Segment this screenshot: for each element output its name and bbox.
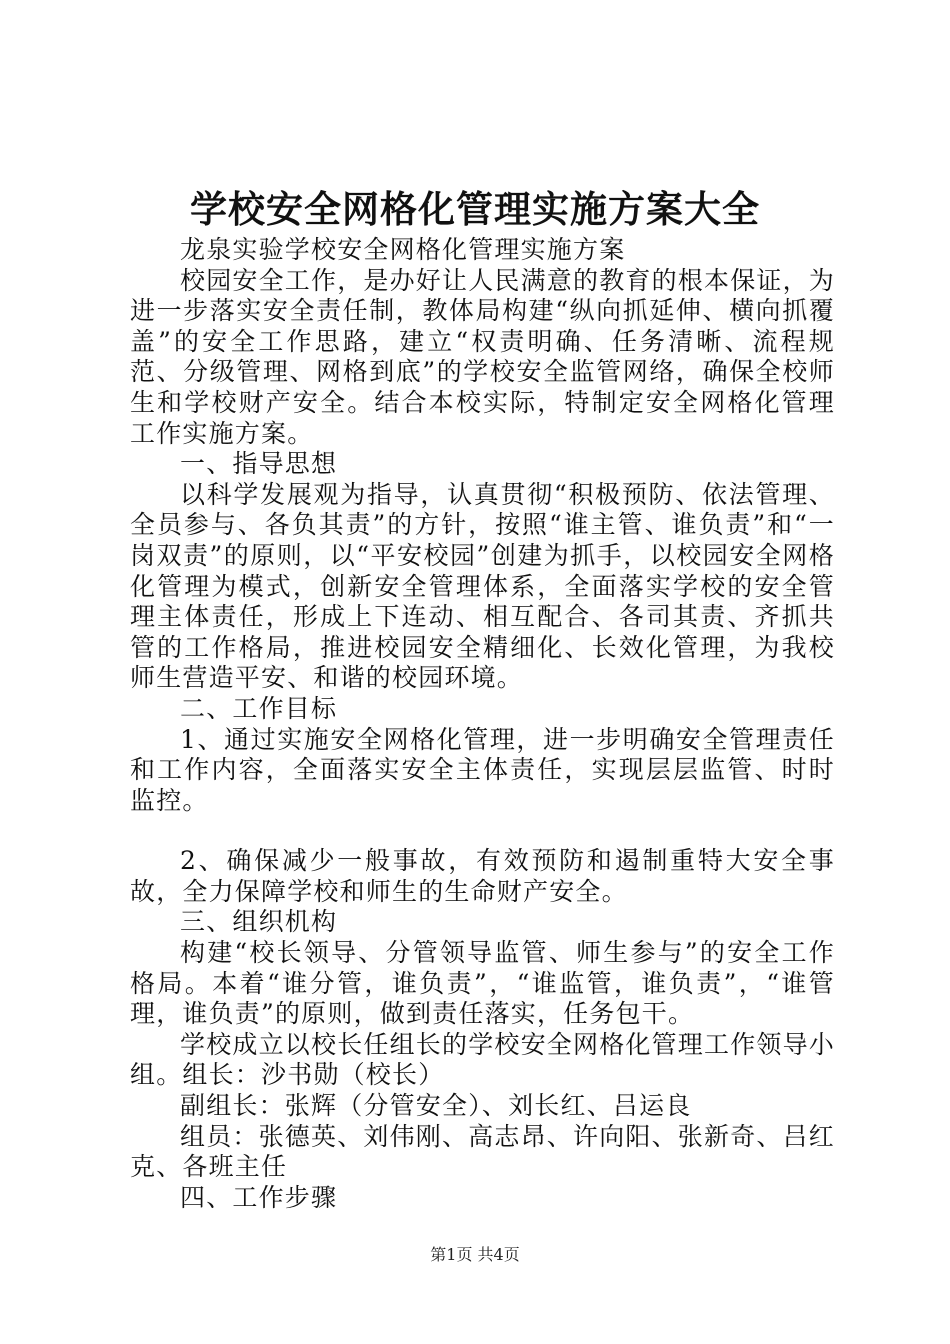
page-footer: 第1页 共4页 [430,1245,520,1264]
document-title: 学校安全网格化管理实施方案大全 [190,187,760,231]
section-heading-1: 一、指导思想 [180,449,338,479]
blank-line [130,816,835,846]
section-heading-4: 四、工作步骤 [180,1182,338,1212]
paragraph-goal-2: 2、确保减少一般事故，有效预防和遏制重特大安全事故，全力保障学校和师生的生命财产安全。 [130,846,835,906]
paragraph-guiding-thought: 以科学发展观为指导，认真贯彻“积极预防、依法管理、全员参与、各负其责”的方针，按照“谁主管、谁负责”和“一岗双责”的原则，以“平安校园”创建为抓手，以校园安全网格化管理为模式，创新安全管理体系，全面落实学校的安全管理主体责任，形成上下连动、相互配合、各司其责、齐抓共管的工作格局，推进校园安全精细化、长效化管理，为我校师生营造平安、和谐的校园环境。 [130,479,835,693]
paragraph-organization: 构建“校长领导、分管领导监管、师生参与”的安全工作格局。本着“谁分管，谁负责”，“谁监管，谁负责”，“谁管理，谁负责”的原则，做到责任落实，任务包干。 [130,938,835,1029]
paragraph-intro: 校园安全工作，是办好让人民满意的教育的根本保证，为进一步落实安全责任制，教体局构建“纵向抓延伸、横向抓覆盖”的安全工作思路，建立“权责明确、任务清晰、流程规范、分级管理、网格到底”的学校安全监管网络，确保全校师生和学校财产安全。结合本校实际，特制定安全网格化管理工作实施方案。 [130,265,836,448]
section-heading-2: 二、工作目标 [180,693,338,723]
document-body [130,235,835,1213]
paragraph-leadership-group: 学校成立以校长任组长的学校安全网格化管理工作领导小组。组长：沙书勋（校长） [130,1029,836,1090]
paragraph-members: 组员：张德英、刘伟刚、高志昂、许向阳、张新奇、吕红克、各班主任 [130,1121,836,1182]
section-heading-3: 三、组织机构 [180,907,338,937]
paragraph-goal-1: 1、通过实施安全网格化管理，进一步明确安全管理责任和工作内容，全面落实安全主体责任，实现层层监管、时时监控。 [130,724,835,815]
paragraph-deputy-leaders: 副组长：张辉（分管安全）、刘长红、吕运良 [180,1091,692,1121]
paragraph-subtitle: 龙泉实验学校安全网格化管理实施方案 [180,235,626,264]
